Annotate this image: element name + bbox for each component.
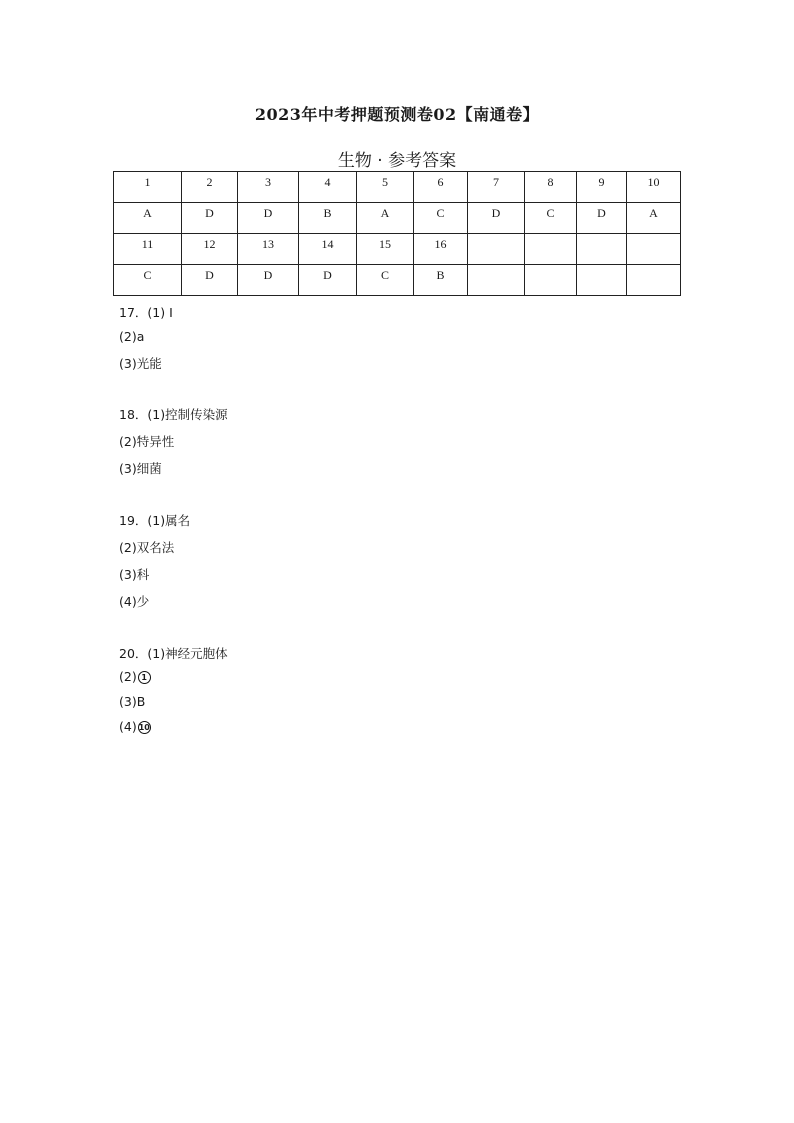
q19-answer-3: (3)科 bbox=[119, 567, 150, 582]
q19-answer-1: 19．(1)属名 bbox=[119, 513, 191, 528]
table-cell: D bbox=[468, 203, 525, 234]
table-cell bbox=[525, 265, 577, 296]
table-cell: 13 bbox=[238, 234, 299, 265]
table-row bbox=[114, 172, 681, 203]
q19-answer-2: (2)双名法 bbox=[119, 540, 175, 555]
table-cell: 16 bbox=[414, 234, 468, 265]
table-cell bbox=[468, 234, 525, 265]
table-cell bbox=[627, 234, 681, 265]
table-cell: 11 bbox=[114, 234, 182, 265]
table-cell: A bbox=[357, 203, 414, 234]
q19-answer-4: (4)少 bbox=[119, 594, 150, 609]
circled-number-mark: 1 bbox=[138, 671, 151, 684]
table-cell: 8 bbox=[525, 172, 577, 203]
table-cell: D bbox=[238, 265, 299, 296]
q17-answer-2: (2)a bbox=[119, 329, 145, 344]
table-cell: 2 bbox=[182, 172, 238, 203]
table-cell: A bbox=[114, 203, 182, 234]
table-cell: 5 bbox=[357, 172, 414, 203]
q20-answer-1: 20．(1)神经元胞体 bbox=[119, 646, 228, 661]
q20-answer-4 bbox=[119, 719, 151, 734]
table-cell: D bbox=[299, 265, 357, 296]
document-subtitle: 生物 · 参考答案 bbox=[337, 151, 457, 171]
table-cell: C bbox=[525, 203, 577, 234]
table-cell: D bbox=[577, 203, 627, 234]
table-cell: B bbox=[414, 265, 468, 296]
table-cell: 7 bbox=[468, 172, 525, 203]
q17-answer-1: 17．(1) I bbox=[119, 305, 173, 320]
table-cell bbox=[577, 234, 627, 265]
q20-answer-2-prefix: (2) bbox=[119, 669, 137, 684]
table-row bbox=[114, 265, 681, 296]
q18-answer-1: 18．(1)控制传染源 bbox=[119, 407, 228, 422]
q20-answer-2 bbox=[119, 669, 151, 684]
table-cell: 12 bbox=[182, 234, 238, 265]
table-cell: 4 bbox=[299, 172, 357, 203]
answer-table bbox=[113, 171, 681, 296]
table-cell: 3 bbox=[238, 172, 299, 203]
table-cell bbox=[627, 265, 681, 296]
table-cell bbox=[468, 265, 525, 296]
table-cell bbox=[577, 265, 627, 296]
table-row bbox=[114, 234, 681, 265]
table-cell: C bbox=[414, 203, 468, 234]
table-cell: D bbox=[238, 203, 299, 234]
table-cell: 1 bbox=[114, 172, 182, 203]
table-cell: 14 bbox=[299, 234, 357, 265]
table-cell: D bbox=[182, 203, 238, 234]
table-cell: C bbox=[357, 265, 414, 296]
q17-answer-3: (3)光能 bbox=[119, 356, 162, 371]
circled-number-mark: 10 bbox=[138, 723, 150, 732]
q18-answer-3: (3)细菌 bbox=[119, 461, 162, 476]
table-cell bbox=[525, 234, 577, 265]
table-cell: 9 bbox=[577, 172, 627, 203]
table-cell: C bbox=[114, 265, 182, 296]
table-row bbox=[114, 203, 681, 234]
q18-answer-2: (2)特异性 bbox=[119, 434, 175, 449]
q20-answer-3: (3)B bbox=[119, 694, 146, 709]
table-cell: 15 bbox=[357, 234, 414, 265]
table-cell: 10 bbox=[627, 172, 681, 203]
document-title: 2023年中考押题预测卷02【南通卷】 bbox=[254, 105, 540, 124]
table-cell: B bbox=[299, 203, 357, 234]
table-cell: 6 bbox=[414, 172, 468, 203]
table-cell: A bbox=[627, 203, 681, 234]
table-cell: D bbox=[182, 265, 238, 296]
q20-answer-4-prefix: (4) bbox=[119, 719, 137, 734]
